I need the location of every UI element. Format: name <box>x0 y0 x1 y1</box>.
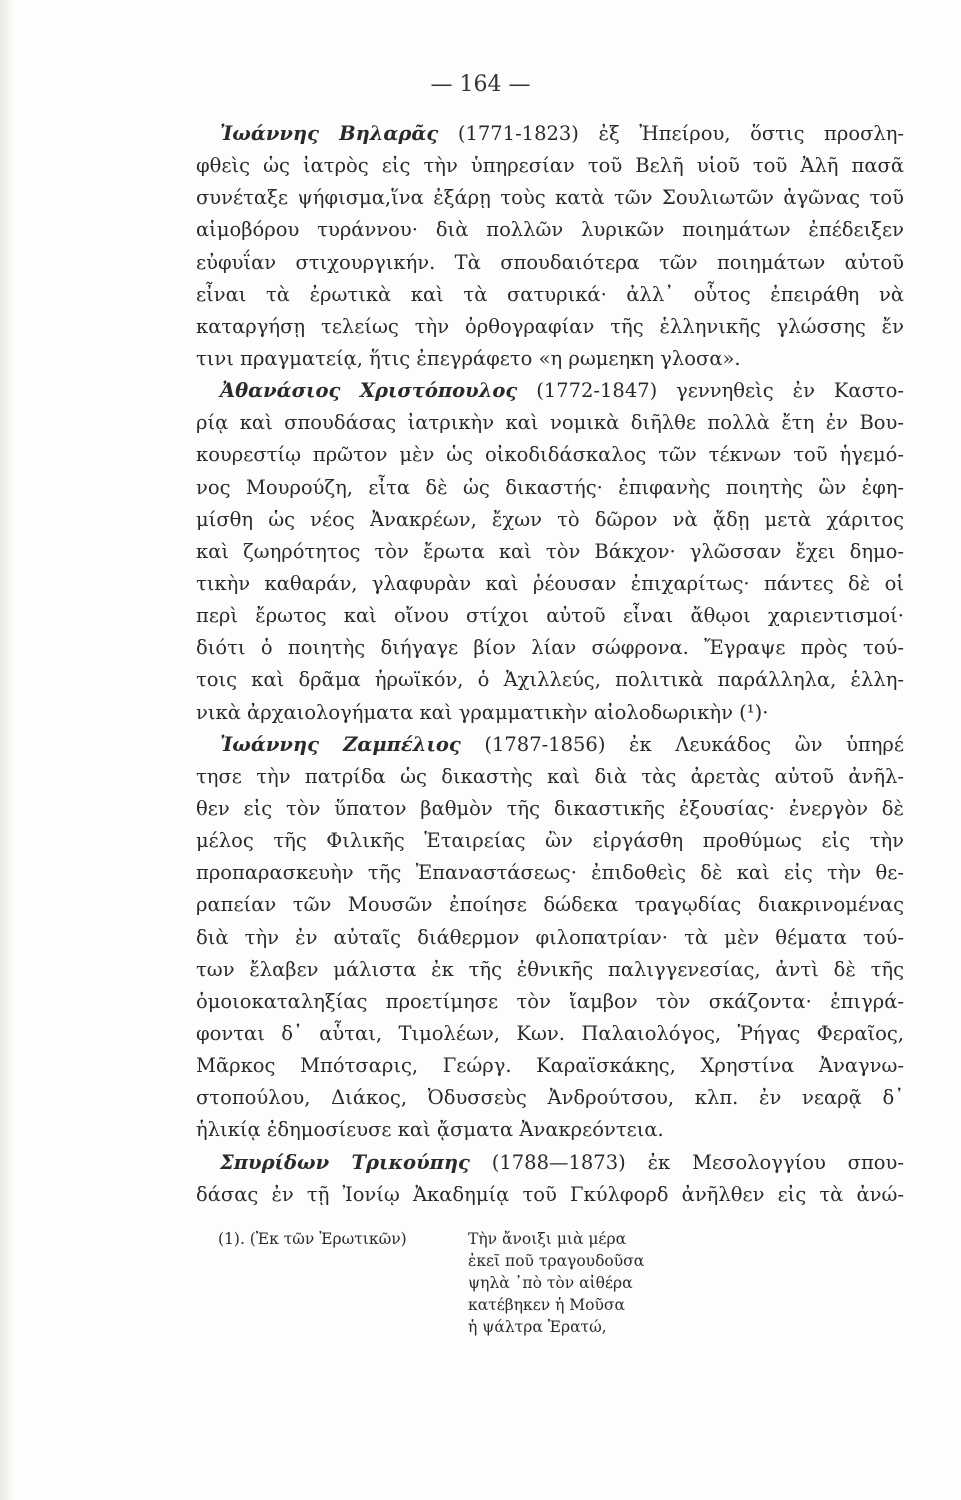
paragraph-first-line <box>196 375 904 407</box>
text-run: (1787-1856) ἐκ Λευκάδος ὢν ὑπηρέ <box>460 732 904 756</box>
paragraph-first-line <box>196 1147 904 1179</box>
text-run: (1772-1847) γεννηθεὶς ἐν Καστο- <box>517 379 904 403</box>
footnote-verse-line: ἐκεῖ ποῦ τραγουδοῦσα <box>468 1252 645 1270</box>
text-line: τοις καὶ δρᾶμα ἡρωϊκόν, ὁ Ἀχιλλεύς, πολιτικὰ παράλληλα, ἑλλη- <box>196 668 904 692</box>
text-line: νος Μουρούζη, εἶτα δὲ ὡς δικαστής· ἐπιφανὴς ποιητὴς ὢν ἐφη- <box>196 475 904 499</box>
footnote-line <box>218 1316 858 1338</box>
text-line: νικὰ ἀρχαιολογήματα καὶ γραμματικὴν αἰολοδωρικὴν (¹)· <box>196 700 769 724</box>
text-line: ὁμοιοκαταληξίας προετίμησε τὸν ἴαμβον τὸν σκάζοντα· ἐπιγρά- <box>196 989 904 1013</box>
text-line: Μᾶρκος Μπότσαρις, Γεώργ. Καραϊσκάκης, Χρηστίνα Ἀναγνω- <box>196 1054 904 1078</box>
footnote-verse-line: ψηλὰ ᾽πὸ τὸν αἰθέρα <box>468 1274 633 1292</box>
text-line: εὐφυΐαν στιχουργικήν. Τὰ σπουδαιότερα τῶν ποιημάτων αὐτοῦ <box>196 250 904 274</box>
text-line: ραπείαν τῶν Μουσῶν ἐποίησε δώδεκα τραγῳδίας διακρινομένας <box>196 893 904 917</box>
text-line: διὰ τὴν ἐν αὐταῖς διάθερμον φιλοπατρίαν· τὰ μὲν θέματα τού- <box>196 925 904 949</box>
text-line: ἡλικίᾳ ἐδημοσίευσε καὶ ᾄσματα Ἀνακρεόντεια. <box>196 1118 664 1142</box>
paragraph-first-line <box>196 118 904 150</box>
text-run: (1771-1823) ἐξ Ἠπείρου, ὅστις προσλη- <box>438 122 904 145</box>
footnote-verse-line: Τὴν ἄνοιξι μιὰ μέρα <box>468 1230 627 1248</box>
text-line: καὶ ζωηρότητος τὸν ἔρωτα καὶ τὸν Βάκχον· γλῶσσαν ἔχει δημο- <box>196 539 904 563</box>
footnote <box>218 1228 858 1338</box>
text-line: φονται δ᾽ αὗται, Τιμολέων, Κων. Παλαιολόγος, Ῥήγας Φεραῖος, <box>196 1021 904 1045</box>
page-number: — 164 — <box>430 72 531 97</box>
footnote-line <box>218 1250 858 1272</box>
page-edge-shadow <box>0 0 14 1500</box>
person-name: Ἰωάννης Ζαμπέλιος <box>220 732 461 756</box>
footnote-label: (1). (Ἐκ τῶν Ἐρωτικῶν) <box>218 1230 407 1248</box>
main-text <box>196 118 904 1211</box>
footnote-line <box>218 1272 858 1294</box>
text-line: φθεὶς ὡς ἰατρὸς εἰς τὴν ὑπηρεσίαν τοῦ Βελῆ υἱοῦ τοῦ Ἀλῆ πασᾶ <box>196 154 904 178</box>
text-line: προπαρασκευὴν τῆς Ἐπαναστάσεως· ἐπιδοθεὶς δὲ καὶ εἰς τὴν θε- <box>196 861 904 885</box>
text-line: μέλος τῆς Φιλικῆς Ἑταιρείας ὢν εἰργάσθη προθύμως εἰς τὴν <box>196 829 904 853</box>
text-line: καταργήσῃ τελείως τὴν ὀρθογραφίαν τῆς ἑλληνικῆς γλώσσης ἔν <box>196 314 904 338</box>
text-line: ρίᾳ καὶ σπουδάσας ἰατρικὴν καὶ νομικὰ διῆλθε πολλὰ ἔτη ἐν Βου- <box>196 411 904 435</box>
text-line: κουρεστίῳ πρῶτον μὲν ὡς οἰκοδιδάσκαλος τῶν τέκνων τοῦ ἡγεμό- <box>196 443 904 467</box>
text-line: τινι πραγματείᾳ, ἥτις ἐπεγράφετο «η ρωμεηκη γλοσα». <box>196 346 741 370</box>
footnote-verse-line: κατέβηκεν ἡ Μοῦσα <box>468 1296 625 1314</box>
person-name: Ἀθανάσιος Χριστόπουλος <box>220 379 518 403</box>
text-line: θεν εἰς τὸν ὕπατον βαθμὸν τῆς δικαστικῆς ἐξουσίας· ἐνεργὸν δὲ <box>196 796 904 820</box>
text-line: δάσας ἐν τῇ Ἰονίῳ Ἀκαδημίᾳ τοῦ Γκύλφορδ ἀνῆλθεν εἰς τὰ ἀνώ- <box>196 1182 904 1206</box>
text-line: συνέταξε ψήφισμα,ἵνα ἐξάρῃ τοὺς κατὰ τῶν Σουλιωτῶν ἀγῶνας τοῦ <box>196 186 904 210</box>
text-line: μίσθη ὡς νέος Ἀνακρέων, ἔχων τὸ δῶρον νὰ ᾄδῃ μετὰ χάριτος <box>196 507 904 531</box>
person-name: Σπυρίδων Τρικούπης <box>220 1150 470 1174</box>
text-line: τησε τὴν πατρίδα ὡς δικαστὴς καὶ διὰ τὰς ἀρετὰς αὐτοῦ ἀνῆλ- <box>196 764 904 788</box>
text-line: εἶναι τὰ ἐρωτικὰ καὶ τὰ σατυρικά· ἀλλ᾽ οὗτος ἐπειράθη νὰ <box>196 282 904 306</box>
text-line: στοπούλου, Διάκος, Ὀδυσσεὺς Ἀνδρούτσου, κλπ. ἐν νεαρᾷ δ᾽ <box>196 1086 904 1110</box>
text-line: τικὴν καθαράν, γλαφυρὰν καὶ ῥέουσαν ἐπιχαρίτως· πάντες δὲ οἱ <box>196 571 904 595</box>
footnote-line <box>218 1228 858 1250</box>
person-name: Ἰωάννης Βηλαρᾶς <box>220 122 439 145</box>
text-line: των ἔλαβεν μάλιστα ἐκ τῆς ἐθνικῆς παλιγγενεσίας, ἀντὶ δὲ τῆς <box>196 957 904 981</box>
footnote-verse-line: ἡ ψάλτρα Ἐρατώ, <box>468 1318 607 1336</box>
text-line: αἱμοβόρου τυράννου· διὰ πολλῶν λυρικῶν ποιημάτων ἐπέδειξεν <box>196 218 904 242</box>
text-run: (1788—1873) ἐκ Μεσολογγίου σπου- <box>469 1150 904 1174</box>
text-line: περὶ ἔρωτος καὶ οἴνου στίχοι αὐτοῦ εἶναι ἄθῳοι χαριεντισμοί· <box>196 604 904 628</box>
footnote-line <box>218 1294 858 1316</box>
paragraph-first-line <box>196 729 904 761</box>
text-line: διότι ὁ ποιητὴς διήγαγε βίον λίαν σώφρονα. Ἔγραψε πρὸς τού- <box>196 636 904 660</box>
